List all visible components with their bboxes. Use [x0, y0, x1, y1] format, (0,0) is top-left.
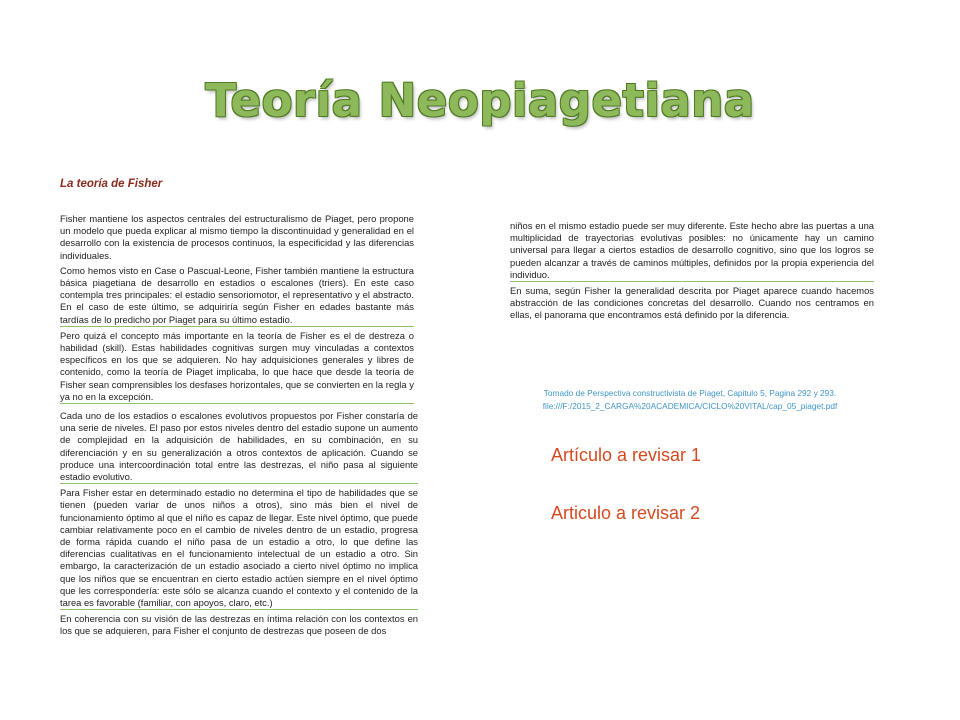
- source-citation: [480, 387, 900, 412]
- source-url[interactable]: file:///F:/2015_2_CARGA%20ACADEMICA/CICLO%20VITAL/cap_05_piaget.pdf: [542, 400, 838, 411]
- paragraph: En suma, según Fisher la generalidad descrita por Piaget aparece cuando hacemos abstracción de las condiciones concretas del desarrollo. Cuando nos centramos en ellas, el panorama que encontramos está definido por la diferencia.: [510, 285, 874, 321]
- paragraph: Como hemos visto en Case o Pascual-Leone, Fisher también mantiene la estructura básica piagetiana de desarrollo en estadios o escalones (triers). En este caso contempla tres principales: el estadio sensoriomotor, el representativo y el abstracto. En el caso de este último, se adquiriría según Fisher en edades bastante más tardías de lo predicho por Piaget para su último estadio.: [60, 265, 414, 327]
- paragraph: Para Fisher estar en determinado estadio no determina el tipo de habilidades que se tienen (pueden variar de unos niños a otros), sino más bien el nivel de funcionamiento óptimo al que el niño es capaz de llegar. Este nivel óptimo, que puede cambiar relativamente poco en el cambio de niveles dentro de un estadio, progresa de forma rápida cuando el niño pasa de un estadio a otro, lo que define las diferencias cualitativas en el funcionamiento intelectual de un estadio a otro. Sin embargo, la caracterización de un estadio asociado a cierto nivel óptimo no implica que los niños que se encuentran en cierto estadio actúen siempre en el nivel óptimo que les correspondería: este sólo se alcanza cuando el contexto y el contenido de la tarea es favorable (familiar, con apoyos, claro, etc.): [60, 487, 418, 610]
- slide-title: Teoría Neopiagetiana: [205, 74, 755, 127]
- paragraph: En coherencia con su visión de las destrezas en íntima relación con los contextos en los que se adquieren, para Fisher el conjunto de destrezas que poseen de dos: [60, 613, 418, 637]
- paragraph: Cada uno de los estadios o escalones evolutivos propuestos por Fisher constaría de una serie de niveles. El paso por estos niveles dentro del estadio supone un aumento de complejidad en la adquisición de habilidades, en su combinación, en su diferenciación y en su generalización a otros contextos de aplicación. Cuando se produce una intercoordinación total entre las destrezas, el niño pasa al siguiente estadio evolutivo.: [60, 410, 418, 484]
- excerpt-heading: La teoría de Fisher: [60, 178, 163, 190]
- article-link-2[interactable]: Articulo a revisar 2: [551, 503, 701, 523]
- excerpt-right-column: [510, 220, 874, 325]
- article-link-1[interactable]: Artículo a revisar 1: [551, 445, 702, 465]
- excerpt-left-column-continued: [60, 410, 418, 641]
- source-line: Tomado de Perspectiva constructivista de Piaget, Capitulo 5, Pagina 292 y 293.: [543, 388, 837, 398]
- excerpt-left-column: [60, 213, 414, 407]
- paragraph: Pero quizá el concepto más importante en la teoría de Fisher es el de destreza o habilidad (skill). Estas habilidades cognitivas surgen muy vinculadas a contextos específicos en los que se adquieren. No hay adquisiciones generales y libres de contenido, como la teoría de Piaget implicaba, lo que hace que desde la teoría de Fisher sean comprensibles los desfases horizontales, que se convierten en la regla y ya no en la excepción.: [60, 330, 414, 404]
- paragraph: niños en el mismo estadio puede ser muy diferente. Este hecho abre las puertas a una multiplicidad de trayectorias evolutivas posibles: no únicamente hay un camino universal para llegar a ciertos estadios de desarrollo cognitivo, sino que los logros se pueden alcanzar a través de caminos múltiples, definidos por la propia experiencia del individuo.: [510, 220, 874, 282]
- paragraph: Fisher mantiene los aspectos centrales del estructuralismo de Piaget, pero propone un modelo que pueda explicar al mismo tiempo la discontinuidad y generalidad en el desarrollo con la existencia de procesos continuos, la especificidad y las diferencias individuales.: [60, 213, 414, 261]
